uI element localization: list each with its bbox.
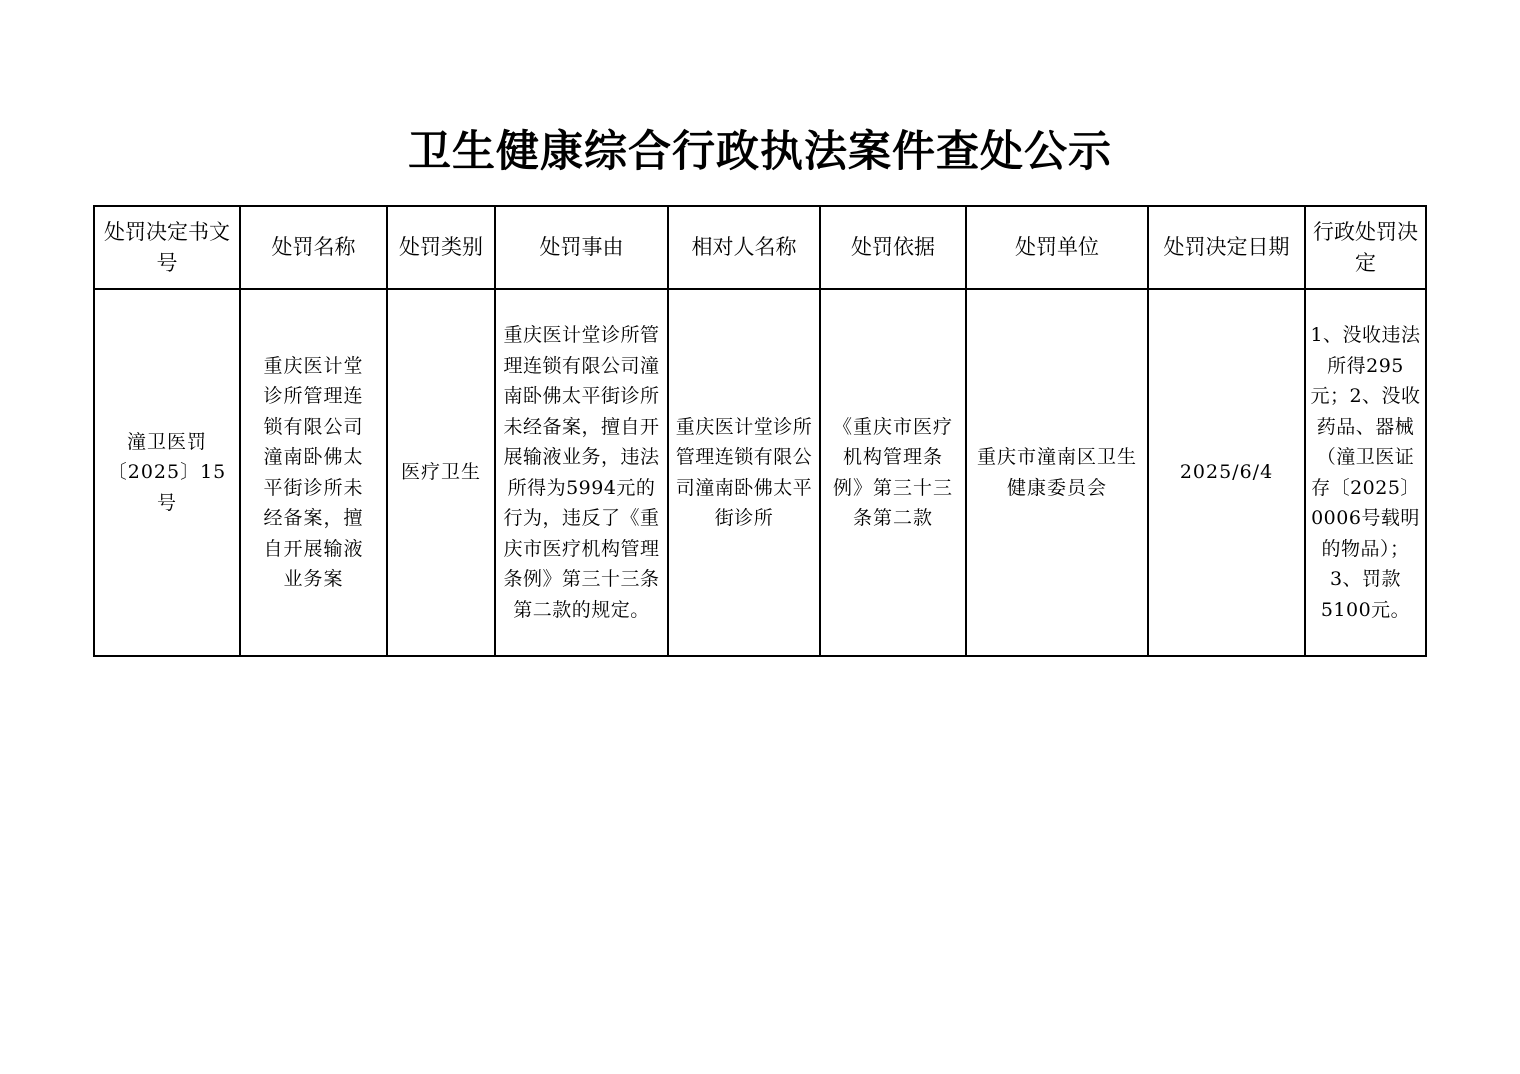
page-title: 卫生健康综合行政执法案件查处公示 [408, 127, 1112, 177]
header-penalty-name: 处罚名称 [240, 206, 387, 289]
header-penalty-basis: 处罚依据 [820, 206, 966, 289]
header-administrative-decision: 行政处罚决定 [1305, 206, 1426, 289]
cell-penalty-category: 医疗卫生 [387, 289, 495, 656]
header-party-name: 相对人名称 [668, 206, 820, 289]
header-decision-date: 处罚决定日期 [1148, 206, 1305, 289]
cell-decision-number: 潼卫医罚〔2025〕15号 [94, 289, 240, 656]
cell-party-name: 重庆医计堂诊所管理连锁有限公司潼南卧佛太平街诊所 [668, 289, 820, 656]
header-penalty-category: 处罚类别 [387, 206, 495, 289]
cell-penalty-basis: 《重庆市医疗机构管理条例》第三十三条第二款 [820, 289, 966, 656]
cell-penalty-reason: 重庆医计堂诊所管理连锁有限公司潼南卧佛太平街诊所未经备案，擅自开展输液业务，违法所得为5994元的行为，违反了《重庆市医疗机构管理条例》第三十三条第二款的规定。 [495, 289, 668, 656]
case-table [93, 205, 1427, 657]
table-row [94, 289, 1426, 656]
cell-penalty-authority: 重庆市潼南区卫生健康委员会 [966, 289, 1148, 656]
table-header-row [94, 206, 1426, 289]
header-penalty-reason: 处罚事由 [495, 206, 668, 289]
header-penalty-authority: 处罚单位 [966, 206, 1148, 289]
cell-decision-date: 2025/6/4 [1148, 289, 1305, 656]
header-decision-number: 处罚决定书文号 [94, 206, 240, 289]
cell-administrative-decision: 1、没收违法所得295元；2、没收药品、器械（潼卫医证存〔2025〕0006号载明的物品）；3、罚款5100元。 [1305, 289, 1426, 656]
cell-penalty-name: 重庆医计堂诊所管理连锁有限公司潼南卧佛太平街诊所未经备案，擅自开展输液业务案 [240, 289, 387, 656]
